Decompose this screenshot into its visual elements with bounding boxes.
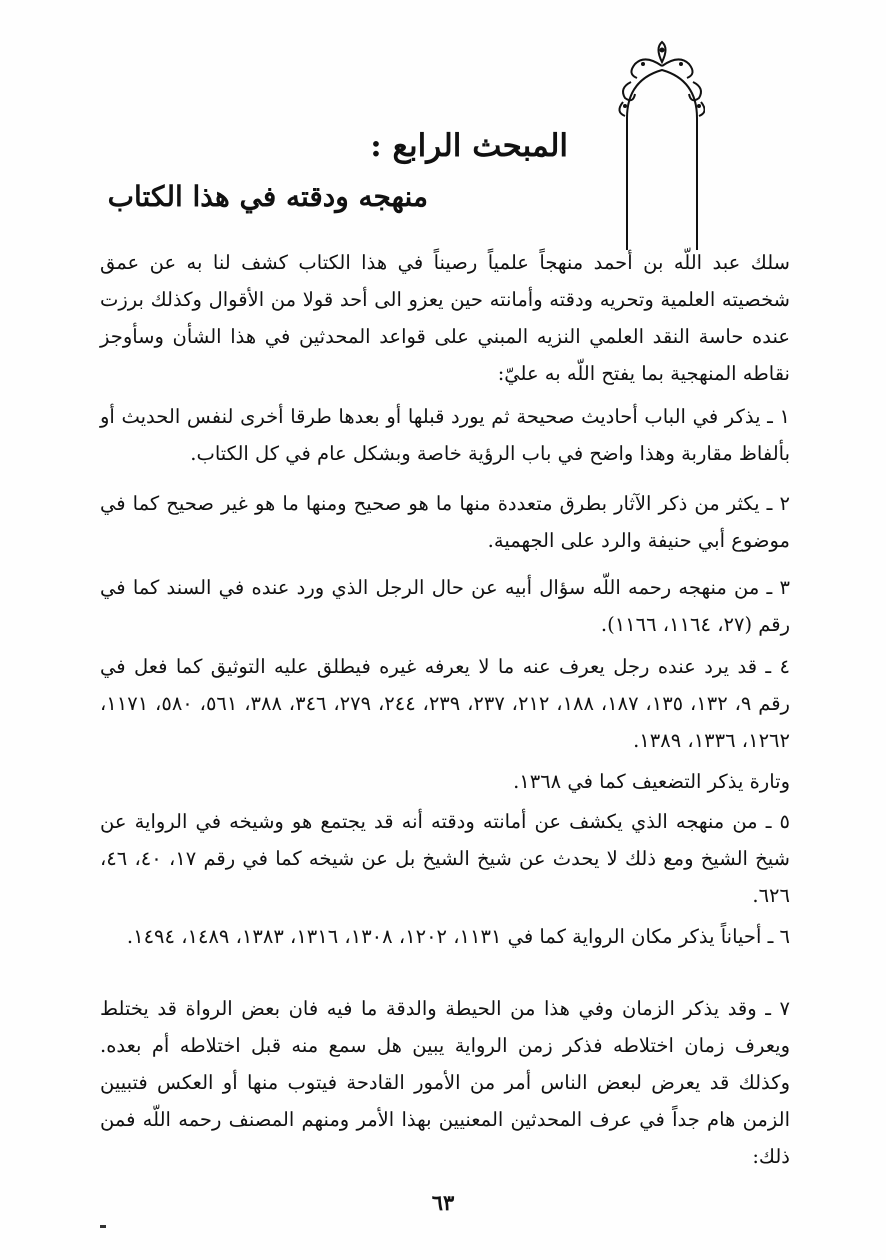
intro-paragraph: سلك عبد اللّه بن أحمد منهجاً علمياً رصيناً في هذا الكتاب كشف لنا به عن عمق شخصيته العلمية وتحريه ودقته وأمانته حين يعزو الى أحد قولا من الأقوال وكذلك برزت عنده حاسة النقد العلمي النزيه المبني على قواعد المحدثين في هذا الشأن وسأوجز نقاطه المنهجية بما يفتح اللّه به عليّ: bbox=[100, 251, 790, 385]
page-number: ٦٣ bbox=[431, 1190, 455, 1215]
list-item-6: ٦ ـ أحياناً يذكر مكان الرواية كما في ١١٣١، ١٢٠٢، ١٣٠٨، ١٣١٦، ١٣٨٣، ١٤٨٩، ١٤٩٤. bbox=[126, 925, 790, 948]
section-title: منهجه ودقته في هذا الكتاب bbox=[107, 180, 428, 213]
list-item-3: ٣ ـ من منهجه رحمه اللّه سؤال أبيه عن حال الرجل الذي ورد عنده في السند كما في رقم (٢٧، ١١٦٤، ١١٦٦). bbox=[100, 576, 790, 636]
list-item-4: ٤ ـ قد يرد عنده رجل يعرف عنه ما لا يعرفه غيره فيطلق عليه التوثيق كما فعل في رقم ٩، ١٣٢، ١٣٥، ١٨٧، ١٨٨، ٢١٢، ٢٣٧، ٢٣٩، ٢٤٤، ٢٧٩، ٣٤٦، ٣٨٨، ٥٦١، ٥٨٠، ١١٧١، ١٢٦٢، ١٣٣٦، ١٣٨٩. bbox=[100, 655, 790, 752]
list-item-4-note: وتارة يذكر التضعيف كما في ١٣٦٨. bbox=[513, 770, 790, 793]
list-item-1: ١ ـ يذكر في الباب أحاديث صحيحة ثم يورد قبلها أو بعدها طرقا أخرى لنفس الحديث أو بألفاظ مقاربة وهذا واضح في باب الرؤية خاصة وبشكل عام في كل الكتاب. bbox=[100, 405, 790, 465]
scan-speck bbox=[100, 1225, 106, 1228]
list-item-5: ٥ ـ من منهجه الذي يكشف عن أمانته ودقته أنه قد يجتمع هو وشيخه في الرواية عن شيخ الشيخ ومع ذلك لا يحدث عن شيخ الشيخ بل عن شيخه كما في رقم ١٧، ٤٠، ٤٦، ٦٢٦. bbox=[100, 810, 790, 907]
section-label: المبحث الرابع : bbox=[370, 128, 568, 164]
list-item-7: ٧ ـ وقد يذكر الزمان وفي هذا من الحيطة والدقة ما فيه فان بعض الرواة قد يختلط ويعرف زمان اختلاطه فذكر زمن الرواية يبين هل سمع منه قبل اختلاطه أم بعده. وكذلك قد يعرض لبعض الناس أمر من الأمور القادحة فيتوب منها أو العكس فتبيين الزمن هام جداً في عرف المحدثين المعنيين بهذا الأمر ومنهم المصنف رحمه اللّه فمن ذلك: bbox=[100, 997, 790, 1168]
arch-ornament-icon bbox=[605, 40, 705, 250]
list-item-2: ٢ ـ يكثر من ذكر الآثار بطرق متعددة منها ما هو صحيح ومنها ما هو غير صحيح كما في موضوع أبي حنيفة والرد على الجهمية. bbox=[100, 492, 790, 552]
